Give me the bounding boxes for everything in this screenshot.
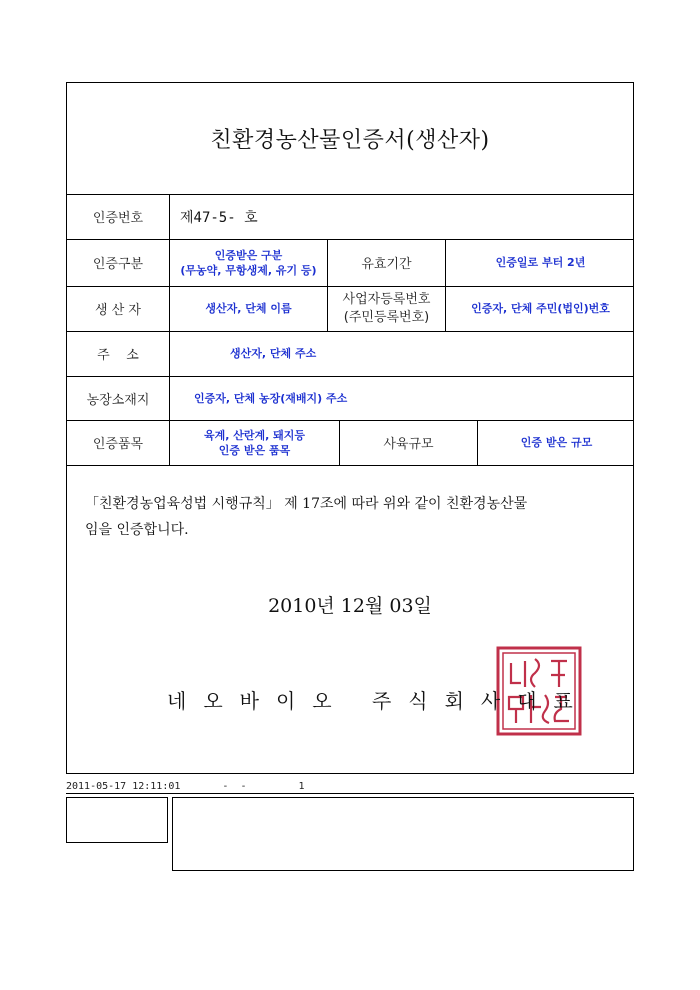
print-dashes: - - [222, 781, 247, 792]
scale-value: 인증 받은 규모 [477, 420, 635, 465]
certification-statement [85, 491, 625, 543]
footer-box-right [172, 797, 634, 871]
validity-value: 인증일로 부터 2년 [445, 239, 635, 286]
row-farm-location [67, 376, 633, 421]
biz-number-label [327, 286, 445, 331]
row-cert-type [67, 239, 633, 287]
biz-number-value: 인증자, 단체 주민(법인)번호 [445, 286, 635, 331]
cert-type-value [169, 239, 327, 286]
biz-number-label-line1: 사업자등록번호 [342, 291, 431, 307]
farm-location-label: 농장소재지 [86, 392, 150, 408]
print-timestamp: 2011-05-17 12:11:01 [66, 781, 181, 792]
row-cert-items [67, 420, 633, 466]
row-address [67, 331, 633, 377]
producer-label: 생 산 자 [95, 303, 141, 318]
row-cert-number [67, 194, 633, 240]
scale-label: 사육규모 [339, 420, 477, 465]
address-label: 주 소 [97, 348, 139, 363]
cert-type-value-line1: 인증받은 구분 [214, 248, 283, 262]
cert-number-label: 인증번호 [92, 211, 144, 226]
statement-line2: 임을 인증합니다. [85, 522, 189, 538]
address-value: 생산자, 단체 주소 [169, 331, 635, 376]
cert-items-value-line2: 인증 받은 품목 [218, 443, 291, 457]
issue-date: 2010년 12월 03일 [268, 595, 432, 617]
print-footer [66, 781, 305, 792]
validity-label: 유효기간 [327, 239, 445, 286]
cert-items-value [169, 420, 339, 465]
cert-type-value-line2: (무농약, 무항생제, 유기 등) [180, 263, 317, 277]
certificate [66, 82, 634, 774]
biz-number-label-line2: (주민등록번호) [343, 309, 430, 325]
row-producer [67, 286, 633, 332]
certificate-title: 친환경농산물인증서(생산자) [67, 83, 633, 195]
footer-divider [66, 793, 634, 794]
cert-items-value-line1: 육계, 산란계, 돼지등 [203, 428, 306, 442]
cert-number-value: 제47-5- 호 [169, 194, 635, 239]
issuer-name: 네오바이오 주식회사대표 [167, 689, 590, 713]
cert-items-label: 인증품목 [92, 437, 144, 452]
farm-location-value: 인증자, 단체 농장(재배지) 주소 [169, 376, 635, 420]
producer-value: 생산자, 단체 이름 [169, 286, 327, 331]
footer-box-left [66, 797, 168, 843]
print-page-number: 1 [298, 781, 305, 792]
statement-line1: 「친환경농업육성법 시행규칙」 제 17조에 따라 위와 같이 친환경농산물 [85, 496, 528, 512]
cert-type-label: 인증구분 [92, 257, 144, 272]
